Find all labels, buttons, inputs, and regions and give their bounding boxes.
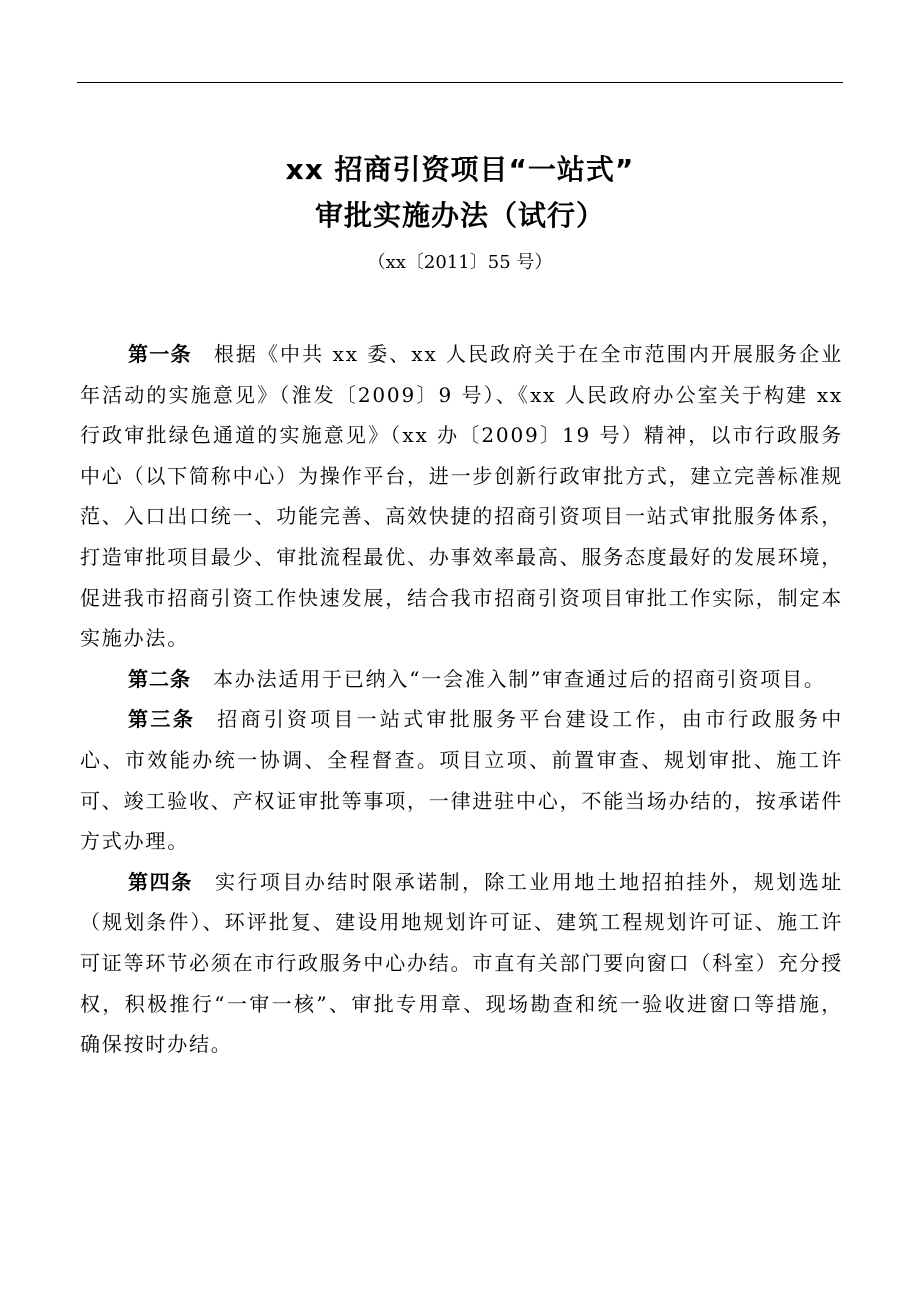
article-4 [80, 862, 843, 1065]
document-number: （xx〔2011〕55 号） [367, 252, 553, 273]
article-2-number: 第二条 [128, 666, 191, 691]
header-rule [77, 82, 843, 83]
article-2 [80, 659, 843, 700]
article-4-number: 第四条 [128, 869, 193, 894]
article-1 [80, 334, 843, 659]
article-3 [80, 699, 843, 861]
document-title-line1: xx 招商引资项目“一站式” [285, 153, 635, 186]
article-4-text: 实行项目办结时限承诺制，除工业用地土地招拍挂外，规划选址（规划条件）、环评批复、建设用地规划许可证、建筑工程规划许可证、施工许可证等环节必须在市行政服务中心办结。市直有关部门要向窗口（科室）充分授权，积极推行“一审一核”、审批专用章、现场勘查和统一验收进窗口等措施，确保按时办结。 [80, 869, 844, 1057]
document-body [80, 334, 843, 1065]
article-1-text: 根据《中共 xx 委、xx 人民政府关于在全市范围内开展服务企业年活动的实施意见》（淮发〔2009〕9 号）、《xx 人民政府办公室关于构建 xx 行政审批绿色通道的实施意见》（xx 办〔2009〕19 号）精神，以市行政服务中心（以下简称中心）为操作平台，进一步创新行政审批方式，建立完善标准规范、入口出口统一、功能完善、高效快捷的招商引资项目一站式审批服务体系，打造审批项目最少、审批流程最优、办事效率最高、服务态度最好的发展环境，促进我市招商引资工作快速发展，结合我市招商引资项目审批工作实际，制定本实施办法。 [80, 342, 843, 651]
document-title-line2: 审批实施办法（试行） [314, 199, 605, 232]
article-3-number: 第三条 [128, 707, 196, 732]
article-3-text: 招商引资项目一站式审批服务平台建设工作，由市行政服务中心、市效能办统一协调、全程督查。项目立项、前置审查、规划审批、施工许可、竣工验收、产权证审批等事项，一律进驻中心，不能当场办结的，按承诺件方式办理。 [80, 707, 844, 854]
article-2-text: 本办法适用于已纳入“一会准入制”审查通过后的招商引资项目。 [213, 666, 826, 691]
article-1-number: 第一条 [128, 342, 192, 366]
